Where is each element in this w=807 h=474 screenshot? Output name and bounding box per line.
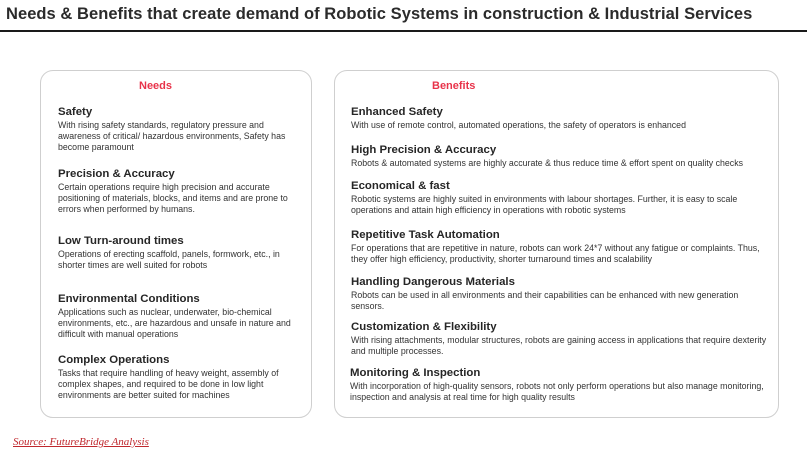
- need-text: Certain operations require high precision and accurate positioning of materials, blocks, and items and are prone to errors when performed by humans.: [58, 182, 288, 215]
- need-title: Environmental Conditions: [58, 293, 200, 305]
- title-divider: [0, 30, 807, 32]
- benefits-panel: [334, 70, 779, 418]
- need-text: Applications such as nuclear, underwater, bio-chemical environments, etc., are hazardous and unsafe in nature and difficult with manual operations: [58, 307, 291, 340]
- benefit-title: Repetitive Task Automation: [351, 229, 500, 241]
- benefit-title: High Precision & Accuracy: [351, 144, 497, 156]
- need-text: Tasks that require handling of heavy weight, assembly of complex shapes, and required to be done in low light environments are better suited for machines: [58, 368, 279, 401]
- source-link[interactable]: Source: FutureBridge Analysis: [13, 436, 149, 448]
- benefit-item-safety: [351, 105, 773, 131]
- benefit-item-automation: [351, 228, 773, 265]
- benefit-item-precision: [351, 143, 773, 169]
- benefit-title: Customization & Flexibility: [351, 321, 497, 333]
- page-title: Needs & Benefits that create demand of Robotic Systems in construction & Industrial Services: [6, 5, 753, 23]
- benefit-text: Robotic systems are highly suited in environments with labour shortages. Further, it is easy to scale operations and attain high efficiency in operations with robotic systems: [351, 194, 738, 216]
- need-item-safety: [58, 105, 298, 154]
- benefit-title: Handling Dangerous Materials: [351, 276, 515, 288]
- benefit-text: With rising attachments, modular structures, robots are gaining access in applications that require dexterity and multiple processes.: [351, 335, 767, 357]
- need-item-environmental: [58, 292, 298, 341]
- need-item-turnaround: [58, 234, 298, 271]
- needs-panel: [40, 70, 312, 418]
- need-text: With rising safety standards, regulatory pressure and awareness of critical/ hazardous environments, Safety has become paramount: [58, 120, 286, 153]
- benefit-text: Robots can be used in all environments and their capabilities can be enhanced with new generation sensors.: [351, 290, 739, 312]
- benefit-title: Enhanced Safety: [351, 106, 443, 118]
- benefit-text: For operations that are repetitive in nature, robots can work 24*7 without any fatigue or complaints. Thus, they offer high efficiency, productivity, shorter turnaround times and scalability: [351, 243, 760, 265]
- need-text: Operations of erecting scaffold, panels, formwork, etc., in shorter times are well suited for robots: [58, 249, 280, 271]
- need-title: Precision & Accuracy: [58, 168, 175, 180]
- benefit-item-dangerous: [351, 275, 773, 312]
- need-item-precision: [58, 167, 298, 216]
- benefit-text: With use of remote control, automated operations, the safety of operators is enhanced: [351, 120, 686, 130]
- benefit-text: With incorporation of high-quality sensors, robots not only perform operations but also manage monitoring, inspection and analysis at real time for high quality results: [350, 381, 764, 403]
- benefit-title: Economical & fast: [351, 180, 450, 192]
- benefit-item-economical: [351, 179, 773, 216]
- need-item-complex: [58, 353, 298, 402]
- benefit-title: Monitoring & Inspection: [350, 367, 481, 379]
- benefit-item-customization: [351, 320, 773, 357]
- benefits-heading: Benefits: [432, 80, 476, 92]
- need-title: Complex Operations: [58, 354, 170, 366]
- benefit-text: Robots & automated systems are highly accurate & thus reduce time & effort spent on quality checks: [351, 158, 743, 168]
- need-title: Safety: [58, 106, 93, 118]
- benefit-item-monitoring: [350, 366, 772, 403]
- need-title: Low Turn-around times: [58, 235, 184, 247]
- needs-heading: Needs: [139, 80, 173, 92]
